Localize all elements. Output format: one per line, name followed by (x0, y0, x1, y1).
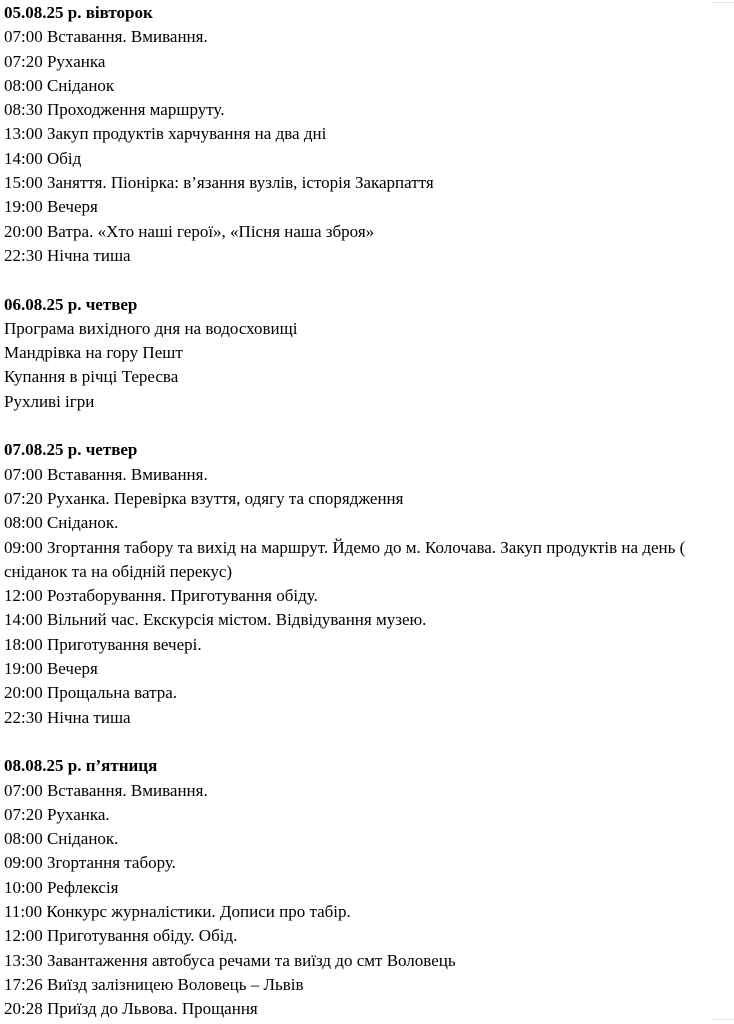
schedule-line: 22:30 Нічна тиша (4, 707, 131, 727)
schedule-line: 17:26 Виїзд залізницею Воловець – Львів (4, 974, 304, 994)
schedule-line: 13:30 Завантаження автобуса речами та виїзд до смт Воловець (4, 950, 456, 970)
schedule-line: 07:20 Руханка. (4, 804, 110, 824)
schedule-line: Мандрівка на гору Пешт (4, 343, 183, 363)
schedule-line: Рухливі ігри (4, 391, 95, 411)
schedule-line: 09:00 Згортання табору. (4, 853, 176, 873)
day-title: 06.08.25 р. четвер (4, 294, 138, 314)
schedule-line: 12:00 Розтаборування. Приготування обіду. (4, 586, 318, 606)
schedule-line: 20:00 Ватра. «Хто наші герої», «Пісня наша зброя» (4, 221, 375, 241)
schedule-line: 14:00 Вільний час. Екскурсія містом. Відвідування музею. (4, 610, 427, 630)
schedule-line: 08:00 Сніданок. (4, 513, 119, 533)
schedule-line: 07:20 Руханка (4, 51, 106, 71)
schedule-line: 14:00 Обід (4, 148, 82, 168)
schedule-line: 07:00 Вставання. Вмивання. (4, 780, 208, 800)
day-section-0708 (4, 438, 734, 730)
schedule-line: 20:00 Прощальна ватра. (4, 683, 178, 703)
schedule-line: 08:00 Сніданок (4, 75, 115, 95)
schedule-line: 12:00 Приготування обіду. Обід. (4, 926, 238, 946)
schedule-line: 08:00 Сніданок. (4, 829, 119, 849)
day-title: 05.08.25 р. вівторок (4, 3, 153, 22)
schedule-line: 15:00 Заняття. Піонірка: в’язання вузлів, історія Закарпаття (4, 173, 434, 193)
schedule-line: 10:00 Рефлексія (4, 877, 119, 897)
page-corner-mark (712, 2, 734, 3)
schedule-line: 07:20 Руханка. Перевірка взуття, одягу та спорядження (4, 488, 404, 508)
schedule-line: 07:00 Вставання. Вмивання. (4, 27, 208, 47)
schedule-line: 08:30 Проходження маршруту. (4, 100, 225, 120)
schedule-line: 18:00 Приготування вечері. (4, 634, 202, 654)
day-title: 08.08.25 р. п’ятниця (4, 756, 158, 776)
schedule-line: 09:00 Згортання табору та вихід на маршрут. Йдемо до м. Колочава. Закуп продуктів на день ( сніданок та на обідній перекус) (4, 537, 686, 581)
schedule-line: 20:28 Приїзд до Львова. Прощання (4, 999, 258, 1019)
schedule-line: Купання в річці Тересва (4, 367, 179, 387)
day-title: 07.08.25 р. четвер (4, 440, 138, 460)
day-section-0808 (4, 754, 734, 1021)
schedule-line: 11:00 Конкурс журналістики. Дописи про табір. (4, 901, 351, 921)
schedule-line: 19:00 Вечеря (4, 659, 98, 679)
schedule-line: Програма вихідного дня на водосховищі (4, 318, 298, 338)
schedule-line: 13:00 Закуп продуктів харчування на два дні (4, 124, 327, 144)
page-corner-mark (712, 1019, 734, 1020)
day-section-0608 (4, 293, 734, 414)
schedule-line: 22:30 Нічна тиша (4, 245, 131, 265)
schedule-line: 19:00 Вечеря (4, 197, 98, 217)
day-section-0508 (4, 1, 734, 268)
schedule-line: 07:00 Вставання. Вмивання. (4, 464, 208, 484)
